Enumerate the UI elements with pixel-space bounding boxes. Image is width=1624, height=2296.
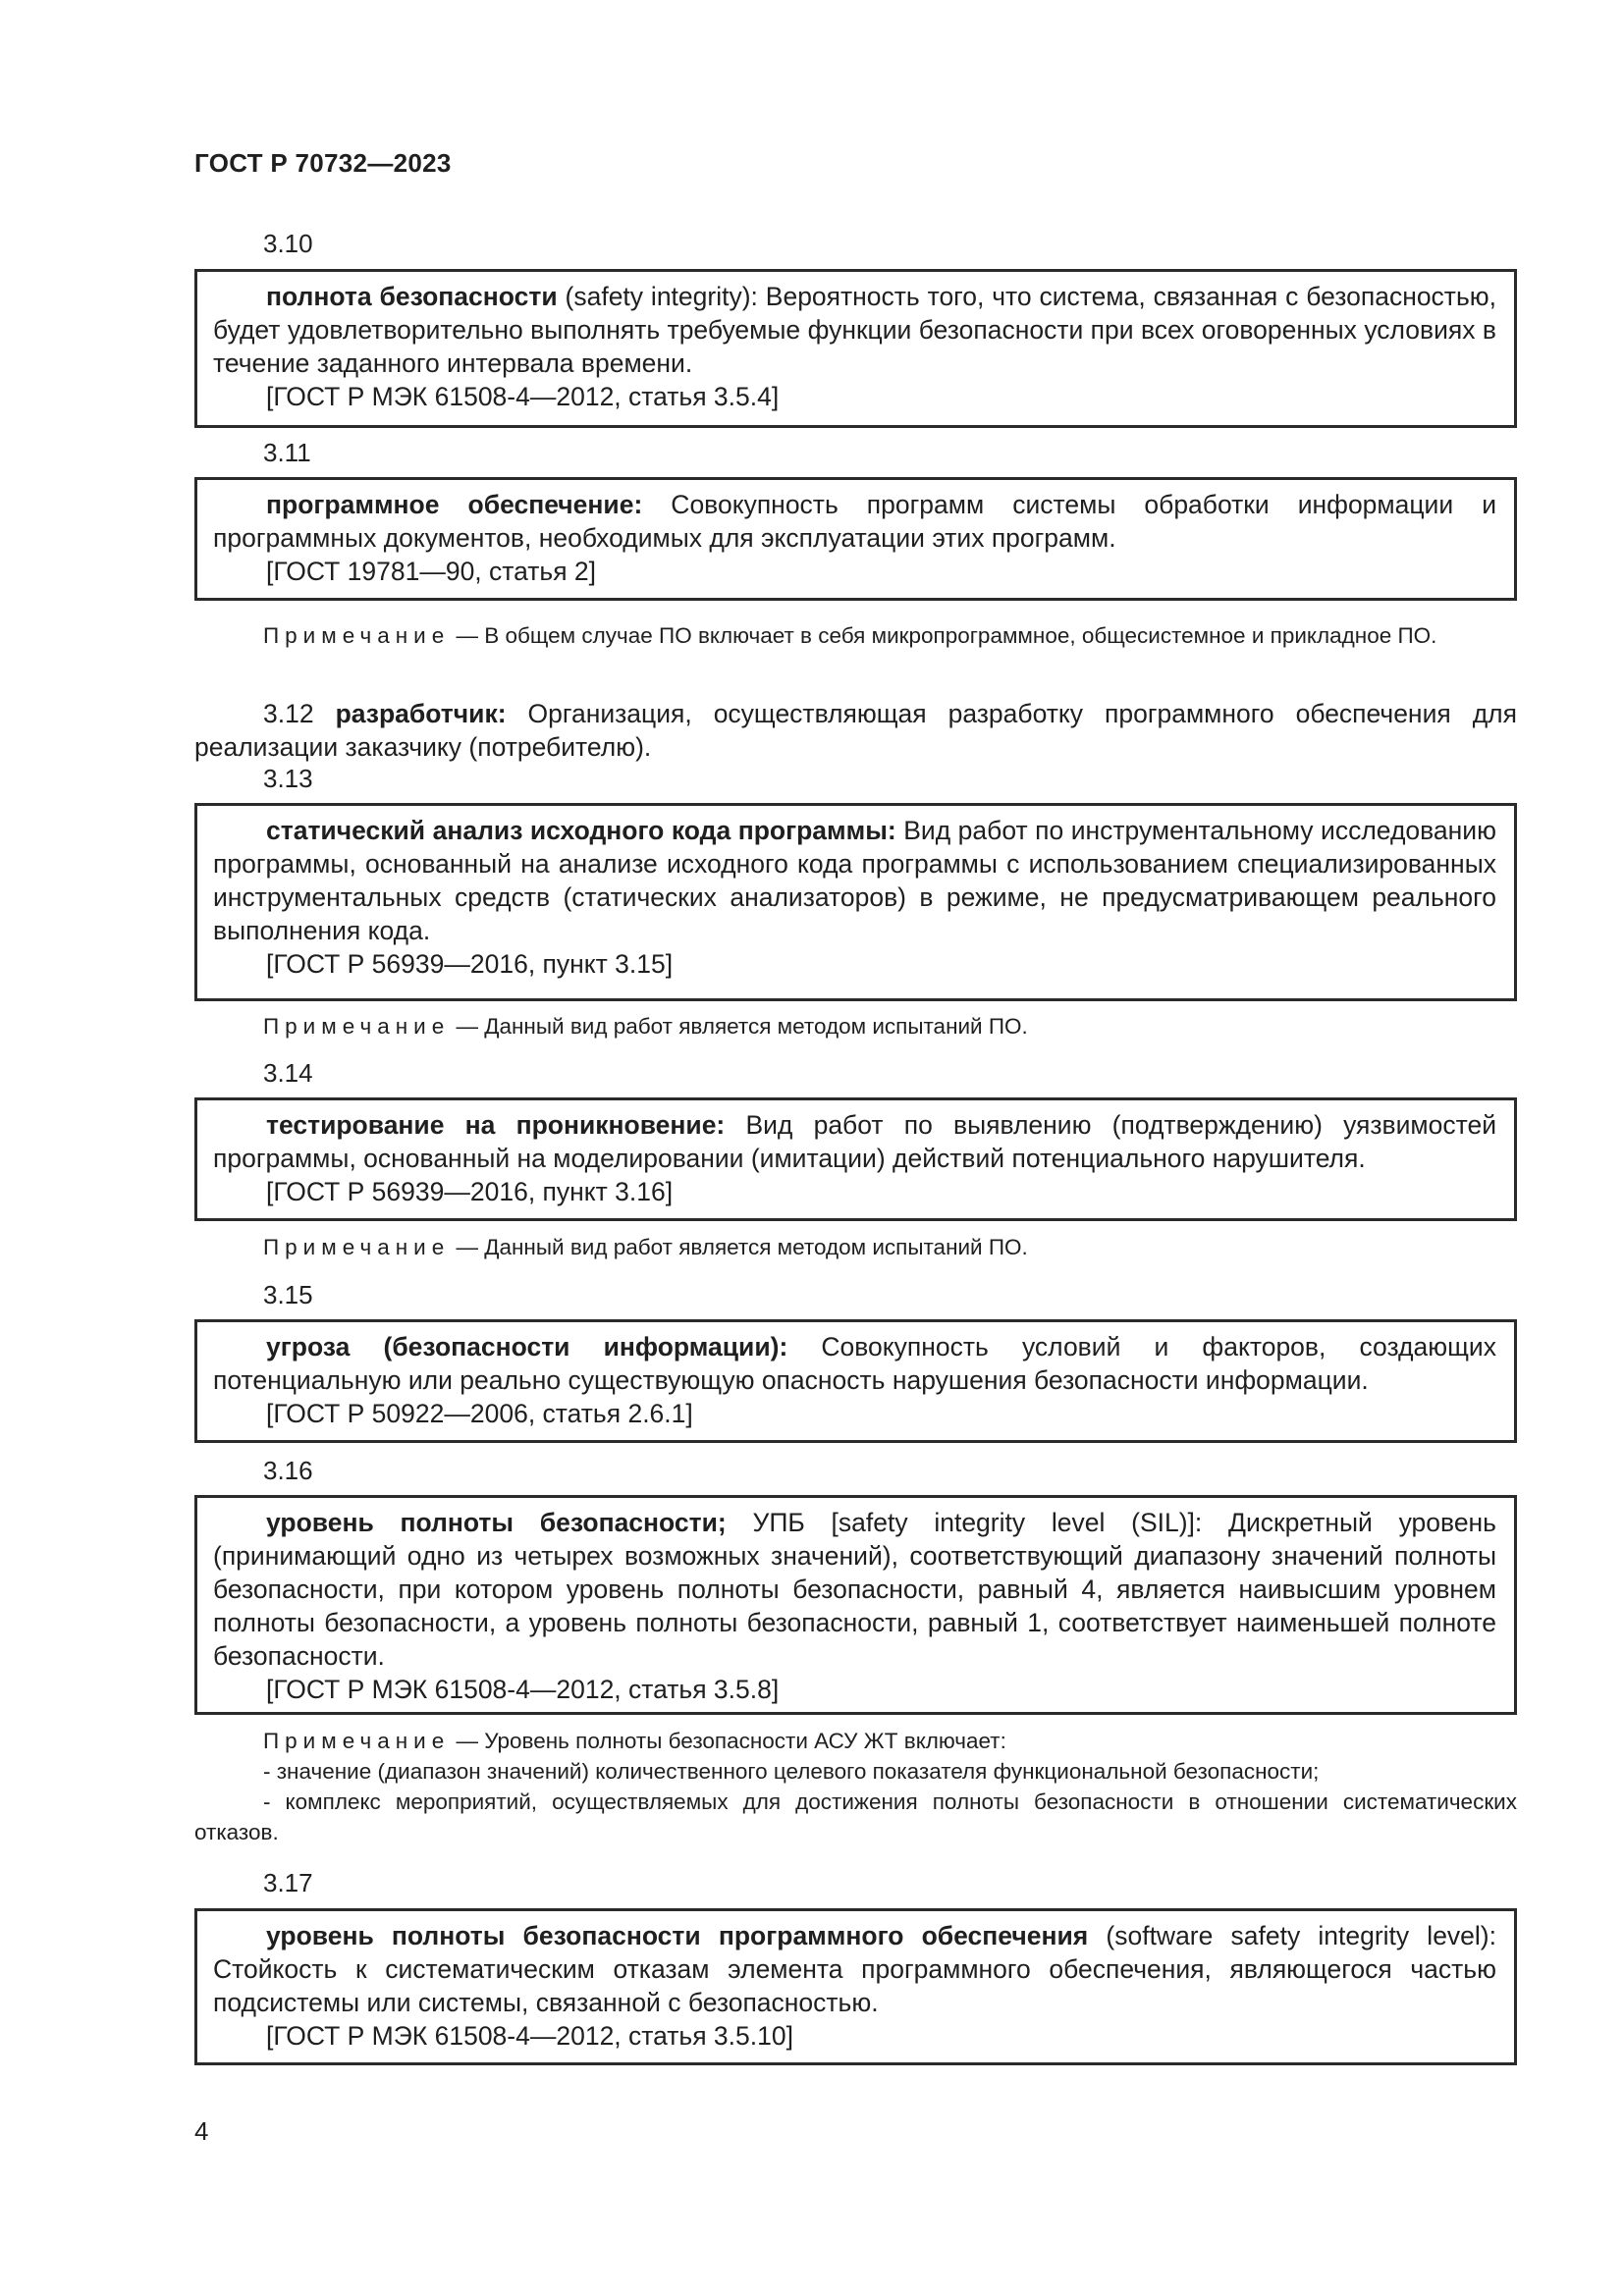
term-name: программное обеспечение: xyxy=(266,490,643,519)
term-name: уровень полноты безопасности программного обеспечения xyxy=(266,1921,1089,1950)
term-box xyxy=(194,269,1517,428)
term-definition: Вид работ по выявлению (подтверждению) уязвимостей программы, основанный на моделировании (имитации) действий потенциального нарушителя. xyxy=(213,1110,1497,1173)
term-name: уровень полноты безопасности; xyxy=(266,1508,727,1537)
note-text: — Данный вид работ является методом испытаний ПО. xyxy=(450,1235,1028,1259)
note xyxy=(194,620,1517,651)
term-name: разработчик: xyxy=(335,699,507,728)
page-header: ГОСТ Р 70732—2023 xyxy=(194,148,452,178)
term-number: 3.12 xyxy=(263,699,314,728)
term-number: 3.10 xyxy=(263,229,313,258)
term-number: 3.16 xyxy=(263,1456,313,1485)
note xyxy=(194,1011,1517,1041)
note-label: Примечание xyxy=(263,1235,451,1259)
term-definition: Вид работ по инструментальному исследованию программы, основанный на анализе исходного кода программы с использованием специализированных инструментальных средств (статических анализаторов) в режиме, не предусматривающем реального выполнения кода. xyxy=(213,816,1496,945)
term-source: [ГОСТ Р МЭК 61508-4—2012, статья 3.5.8] xyxy=(266,1675,780,1704)
term-box xyxy=(194,1097,1517,1221)
term-number: 3.15 xyxy=(263,1280,313,1309)
term-definition: Совокупность программ системы обработки информации и программных документов, необходимых для эксплуатации этих программ. xyxy=(213,490,1496,553)
note-label: Примечание xyxy=(263,623,451,648)
term-source: [ГОСТ Р МЭК 61508-4—2012, статья 3.5.4] xyxy=(266,382,780,411)
term-box xyxy=(194,1495,1517,1715)
note-label: Примечание xyxy=(263,1014,451,1039)
term-source: [ГОСТ 19781—90, статья 2] xyxy=(266,557,597,586)
term-definition: (software safety integrity level): Стойкость к систематическим отказам элемента программного обеспечения, являющегося частью подсистемы или системы, связанной с безопасностью. xyxy=(213,1921,1496,2017)
term-definition: Организация, осуществляющая разработку программного обеспечения для реализации заказчику (потребителю). xyxy=(194,699,1517,762)
term-name: тестирование на проникновение: xyxy=(266,1110,726,1140)
note-text: — В общем случае ПО включает в себя микропрограммное, общесистемное и прикладное ПО. xyxy=(450,623,1437,648)
term-definition: УПБ [safety integrity level (SIL)]: Дискретный уровень (принимающий одно из четырех возможных значений), соответствующий диапазону значений полноты безопасности, при котором уровень полноты безопасности, равный 4, является наивысшим уровнем полноты безопасности, а уровень полноты безопасности, равный 1, соответствует наименьшей полноте безопасности. xyxy=(213,1508,1496,1671)
note-label: Примечание xyxy=(263,1729,451,1753)
term-number: 3.17 xyxy=(263,1868,313,1897)
term-number: 3.13 xyxy=(263,764,313,793)
term-source: [ГОСТ Р МЭК 61508-4—2012, статья 3.5.10] xyxy=(266,2021,793,2051)
note-text: — Данный вид работ является методом испытаний ПО. xyxy=(450,1014,1028,1039)
term-source: [ГОСТ Р 50922—2006, статья 2.6.1] xyxy=(266,1399,693,1428)
term-name: полнота безопасности xyxy=(266,282,558,311)
page-number: 4 xyxy=(194,2116,209,2146)
note-list-item: - значение (диапазон значений) количественного целевого показателя функциональной безопасности; xyxy=(263,1759,1320,1784)
term-number: 3.14 xyxy=(263,1058,313,1088)
term-box xyxy=(194,1908,1517,2065)
term-box xyxy=(194,1319,1517,1443)
note xyxy=(194,1232,1517,1262)
definition-3-12 xyxy=(194,697,1517,764)
term-definition: (safety integrity): Вероятность того, что система, связанная с безопасностью, будет удовлетворительно выполнять требуемые функции безопасности при всех оговоренных условиях в течение заданного интервала времени. xyxy=(213,282,1496,378)
term-source: [ГОСТ Р 56939—2016, пункт 3.15] xyxy=(266,949,674,979)
note-text: — Уровень полноты безопасности АСУ ЖТ включает: xyxy=(450,1729,1006,1753)
term-box xyxy=(194,803,1517,1001)
term-box xyxy=(194,477,1517,601)
term-source: [ГОСТ Р 56939—2016, пункт 3.16] xyxy=(266,1177,674,1206)
term-number: 3.11 xyxy=(263,438,311,467)
term-name: угроза (безопасности информации): xyxy=(266,1332,788,1362)
note xyxy=(194,1726,1517,1847)
note-list-item: - комплекс мероприятий, осуществляемых для достижения полноты безопасности в отношении систематических отказов. xyxy=(194,1789,1517,1844)
term-name: статический анализ исходного кода программы: xyxy=(266,816,896,845)
term-definition: Совокупность условий и факторов, создающих потенциальную или реально существующую опасность нарушения безопасности информации. xyxy=(213,1332,1496,1395)
